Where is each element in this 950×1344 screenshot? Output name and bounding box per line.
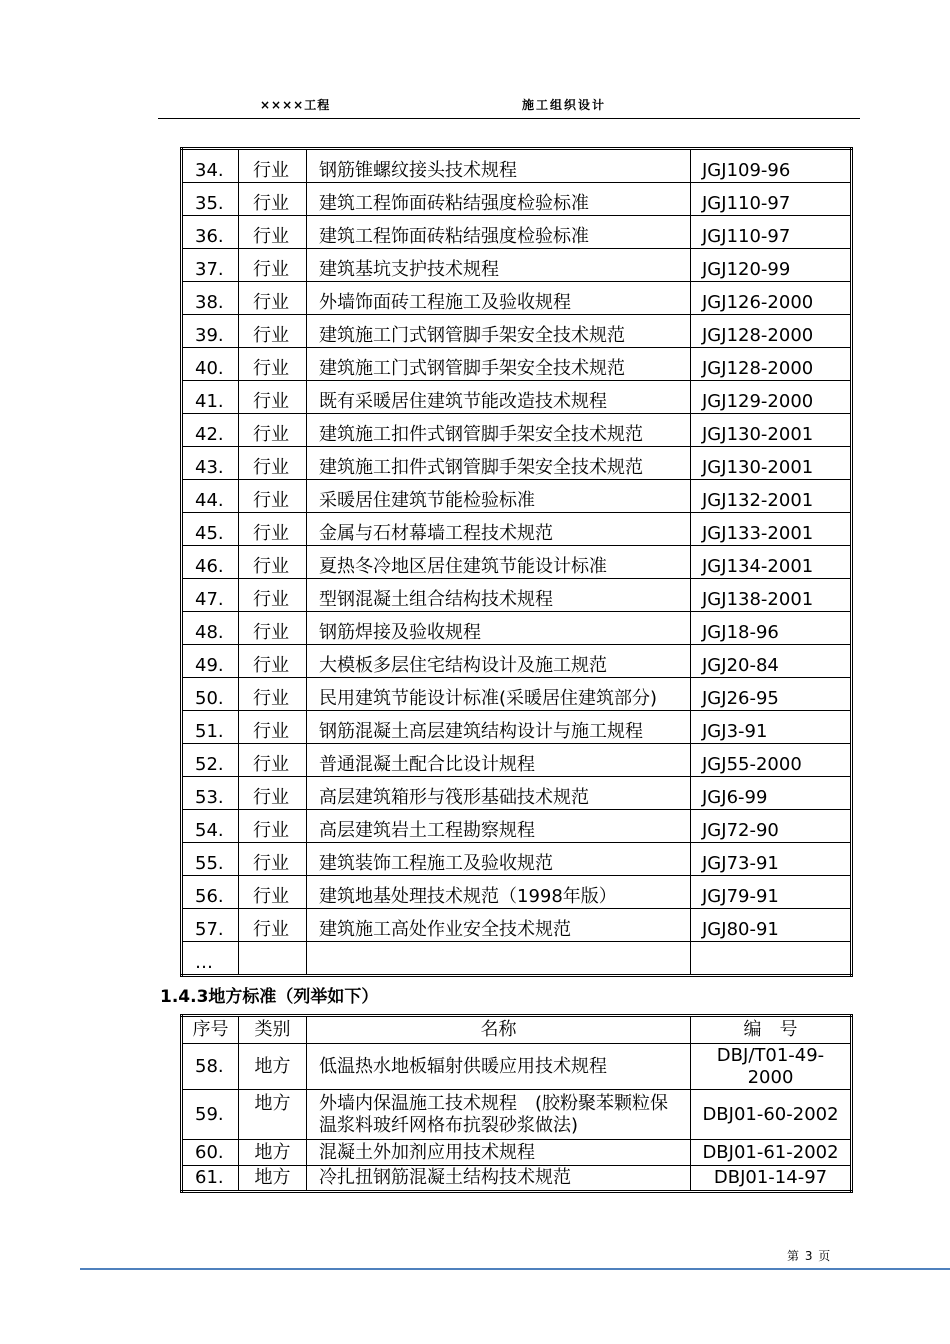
industry-standards-body (182, 149, 852, 976)
row-no: 37. (182, 249, 239, 282)
footer-divider (80, 1268, 950, 1270)
row-name: 建筑地基处理技术规范（1998年版） (307, 876, 691, 909)
header-divider (158, 118, 860, 119)
row-name: 外墙饰面砖工程施工及验收规程 (307, 282, 691, 315)
row-no: 55. (182, 843, 239, 876)
column-header-name: 名称 (307, 1016, 691, 1044)
row-no: 53. (182, 777, 239, 810)
table-row (182, 149, 852, 183)
row-code: JGJ79-91 (691, 876, 852, 909)
row-code: JGJ18-96 (691, 612, 852, 645)
row-no: 50. (182, 678, 239, 711)
row-name: 建筑工程饰面砖粘结强度检验标准 (307, 183, 691, 216)
table-row (182, 414, 852, 447)
row-name: 建筑基坑支护技术规程 (307, 249, 691, 282)
row-no: 60. (182, 1140, 239, 1166)
row-no: … (182, 942, 239, 976)
row-code: JGJ110-97 (691, 216, 852, 249)
row-type: 地方 (239, 1166, 307, 1192)
row-type: 行业 (239, 810, 307, 843)
row-code: JGJ26-95 (691, 678, 852, 711)
row-name: 高层建筑岩土工程勘察规程 (307, 810, 691, 843)
row-no: 59. (182, 1090, 239, 1140)
row-name: 建筑施工扣件式钢管脚手架安全技术规范 (307, 447, 691, 480)
row-name: 金属与石材幕墙工程技术规范 (307, 513, 691, 546)
table-row (182, 909, 852, 942)
row-name: 民用建筑节能设计标准(采暖居住建筑部分) (307, 678, 691, 711)
row-type: 行业 (239, 149, 307, 183)
row-code: DBJ01-60-2002 (691, 1090, 852, 1140)
row-type: 行业 (239, 414, 307, 447)
row-code: JGJ3-91 (691, 711, 852, 744)
row-name: 混凝土外加剂应用技术规程 (307, 1140, 691, 1166)
table-row (182, 645, 852, 678)
row-name: 普通混凝土配合比设计规程 (307, 744, 691, 777)
table-row (182, 843, 852, 876)
row-no: 57. (182, 909, 239, 942)
table-row (182, 1090, 852, 1140)
row-code: JGJ134-2001 (691, 546, 852, 579)
table-row (182, 1140, 852, 1166)
row-name: 建筑施工门式钢管脚手架安全技术规范 (307, 348, 691, 381)
row-type: 行业 (239, 381, 307, 414)
table-row (182, 942, 852, 976)
row-type: 行业 (239, 744, 307, 777)
column-header-no: 序号 (182, 1016, 239, 1044)
row-name: 低温热水地板辐射供暖应用技术规程 (307, 1044, 691, 1090)
row-type: 行业 (239, 843, 307, 876)
table-row (182, 381, 852, 414)
row-type: 行业 (239, 777, 307, 810)
table-row (182, 348, 852, 381)
row-name: 钢筋锥螺纹接头技术规程 (307, 149, 691, 183)
row-no: 46. (182, 546, 239, 579)
table-row (182, 282, 852, 315)
table-row (182, 480, 852, 513)
row-name: 型钢混凝土组合结构技术规程 (307, 579, 691, 612)
row-name: 建筑工程饰面砖粘结强度检验标准 (307, 216, 691, 249)
table-row (182, 1044, 852, 1090)
table-row (182, 876, 852, 909)
row-no: 35. (182, 183, 239, 216)
row-code: DBJ01-14-97 (691, 1166, 852, 1192)
table-row (182, 1166, 852, 1192)
row-type: 行业 (239, 579, 307, 612)
row-no: 43. (182, 447, 239, 480)
row-code: JGJ120-99 (691, 249, 852, 282)
row-type: 行业 (239, 645, 307, 678)
row-code: DBJ01-61-2002 (691, 1140, 852, 1166)
row-code: JGJ110-97 (691, 183, 852, 216)
row-name: 既有采暖居住建筑节能改造技术规程 (307, 381, 691, 414)
row-code: JGJ55-2000 (691, 744, 852, 777)
row-code (691, 942, 852, 976)
table-row (182, 744, 852, 777)
row-type: 地方 (239, 1140, 307, 1166)
row-no: 54. (182, 810, 239, 843)
row-name: 建筑施工扣件式钢管脚手架安全技术规范 (307, 414, 691, 447)
row-type: 行业 (239, 876, 307, 909)
table-row (182, 579, 852, 612)
header-project: ××××工程 (260, 98, 331, 112)
row-no: 51. (182, 711, 239, 744)
row-type: 行业 (239, 513, 307, 546)
row-name (307, 942, 691, 976)
row-no: 56. (182, 876, 239, 909)
row-name: 夏热冬冷地区居住建筑节能设计标准 (307, 546, 691, 579)
table-row (182, 216, 852, 249)
row-type: 行业 (239, 216, 307, 249)
row-no: 58. (182, 1044, 239, 1090)
row-no: 45. (182, 513, 239, 546)
row-no: 44. (182, 480, 239, 513)
row-no: 48. (182, 612, 239, 645)
table-row (182, 810, 852, 843)
row-code: JGJ80-91 (691, 909, 852, 942)
row-type: 行业 (239, 249, 307, 282)
industry-standards-table (180, 147, 853, 977)
table-row (182, 249, 852, 282)
row-name: 钢筋混凝土高层建筑结构设计与施工规程 (307, 711, 691, 744)
row-code: JGJ72-90 (691, 810, 852, 843)
row-name: 高层建筑箱形与筏形基础技术规范 (307, 777, 691, 810)
row-no: 38. (182, 282, 239, 315)
row-name: 建筑施工门式钢管脚手架安全技术规范 (307, 315, 691, 348)
row-name: 建筑施工高处作业安全技术规范 (307, 909, 691, 942)
row-type: 行业 (239, 909, 307, 942)
row-type: 行业 (239, 315, 307, 348)
table-row (182, 612, 852, 645)
row-no: 49. (182, 645, 239, 678)
row-code: JGJ20-84 (691, 645, 852, 678)
row-code: JGJ130-2001 (691, 447, 852, 480)
page-number: 第 3 页 (787, 1249, 832, 1263)
row-type: 地方 (239, 1090, 307, 1140)
row-type: 行业 (239, 447, 307, 480)
row-no: 41. (182, 381, 239, 414)
row-code: JGJ128-2000 (691, 315, 852, 348)
column-header-code: 编 号 (691, 1016, 852, 1044)
row-no: 42. (182, 414, 239, 447)
table-row (182, 711, 852, 744)
row-no: 52. (182, 744, 239, 777)
row-name: 外墙内保温施工技术规程 (胶粉聚苯颗粒保温浆料玻纤网格布抗裂砂浆做法) (307, 1090, 691, 1140)
table-row (182, 678, 852, 711)
row-no: 40. (182, 348, 239, 381)
row-type: 行业 (239, 480, 307, 513)
table-row (182, 546, 852, 579)
row-code: JGJ133-2001 (691, 513, 852, 546)
row-type: 行业 (239, 711, 307, 744)
row-no: 34. (182, 149, 239, 183)
row-name: 钢筋焊接及验收规程 (307, 612, 691, 645)
row-type: 行业 (239, 183, 307, 216)
column-header-type: 类别 (239, 1016, 307, 1044)
row-code: JGJ130-2001 (691, 414, 852, 447)
table-row (182, 777, 852, 810)
table-row (182, 513, 852, 546)
row-code: JGJ132-2001 (691, 480, 852, 513)
row-code: JGJ138-2001 (691, 579, 852, 612)
row-name: 采暖居住建筑节能检验标准 (307, 480, 691, 513)
row-no: 36. (182, 216, 239, 249)
header-doc-title: 施工组织设计 (522, 98, 607, 112)
table-row (182, 183, 852, 216)
section-heading-local-standards: 1.4.3地方标准（列举如下） (160, 987, 379, 1007)
row-code: JGJ126-2000 (691, 282, 852, 315)
row-no: 61. (182, 1166, 239, 1192)
row-code: JGJ6-99 (691, 777, 852, 810)
row-code: JGJ109-96 (691, 149, 852, 183)
row-type: 行业 (239, 348, 307, 381)
row-code: JGJ128-2000 (691, 348, 852, 381)
row-type: 行业 (239, 612, 307, 645)
table-row (182, 447, 852, 480)
row-type: 行业 (239, 546, 307, 579)
row-name: 大模板多层住宅结构设计及施工规范 (307, 645, 691, 678)
table-header-row (182, 1016, 852, 1044)
row-name: 建筑装饰工程施工及验收规范 (307, 843, 691, 876)
row-code: JGJ129-2000 (691, 381, 852, 414)
row-name: 冷扎扭钢筋混凝土结构技术规范 (307, 1166, 691, 1192)
row-type (239, 942, 307, 976)
local-standards-table (180, 1014, 853, 1193)
table-row (182, 315, 852, 348)
row-code: DBJ/T01-49-2000 (691, 1044, 852, 1090)
row-no: 39. (182, 315, 239, 348)
row-code: JGJ73-91 (691, 843, 852, 876)
row-type: 地方 (239, 1044, 307, 1090)
row-type: 行业 (239, 282, 307, 315)
row-no: 47. (182, 579, 239, 612)
row-type: 行业 (239, 678, 307, 711)
